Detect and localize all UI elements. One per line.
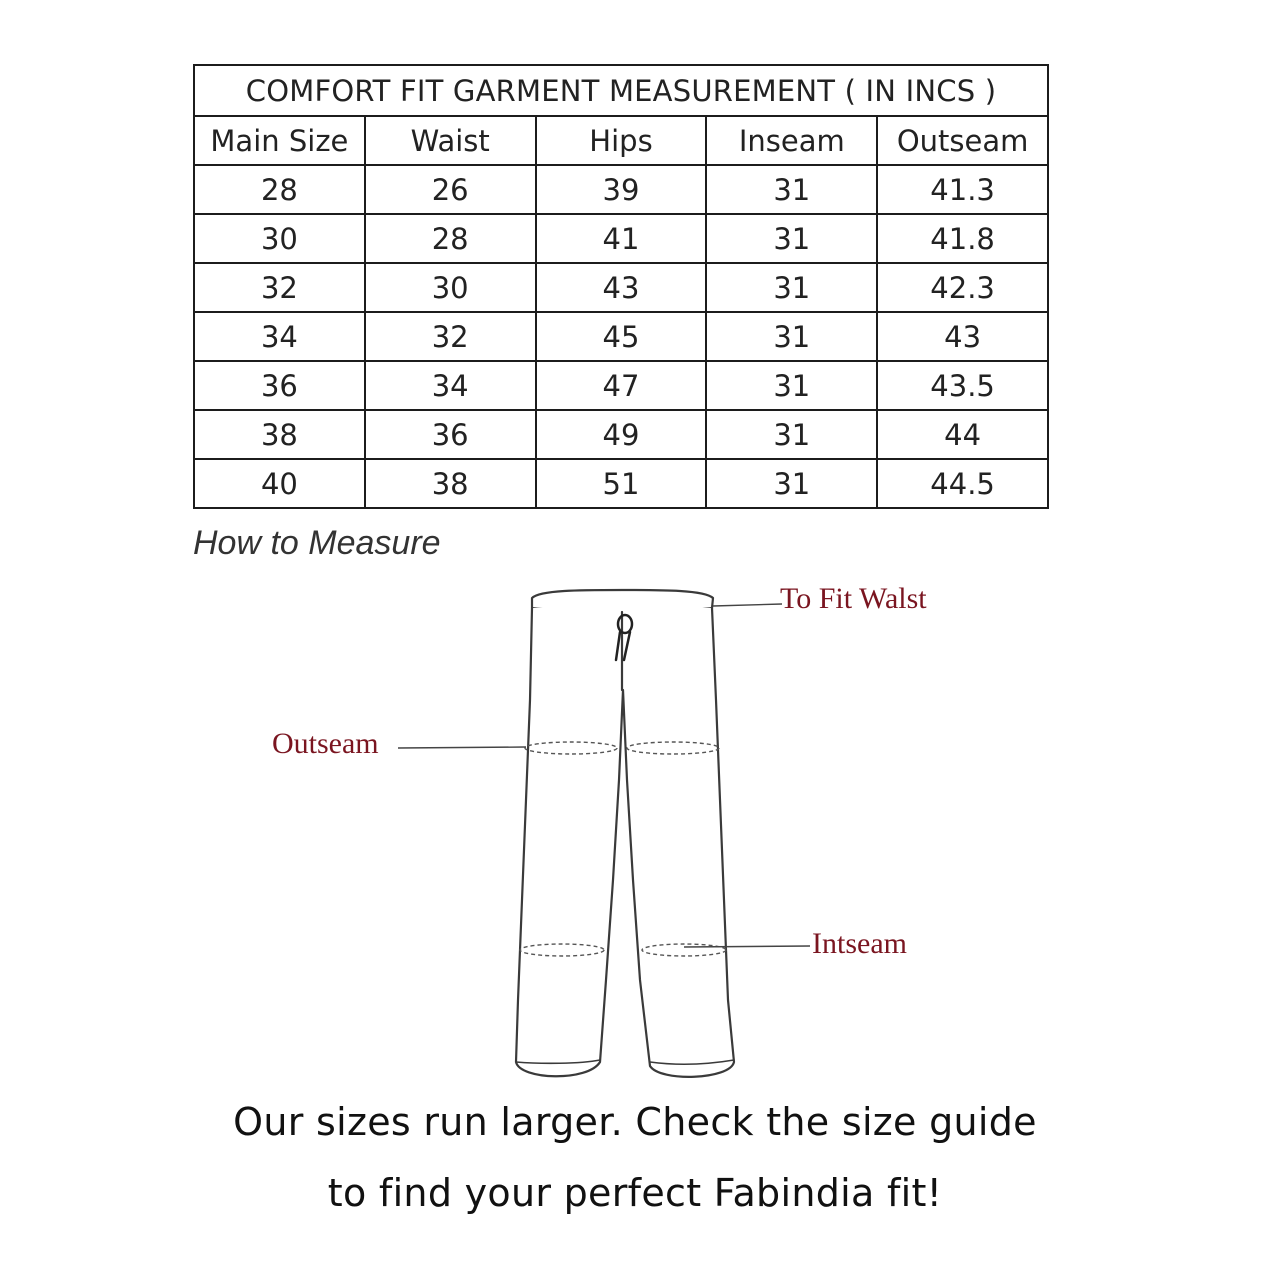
table-cell: 31 [706,165,877,214]
table-cell: 43 [877,312,1048,361]
table-cell: 34 [365,361,536,410]
table-cell: 45 [536,312,707,361]
table-cell: 38 [365,459,536,508]
waist-label: To Fit Walst [780,582,927,615]
table-cell: 36 [194,361,365,410]
table-cell: 42.3 [877,263,1048,312]
table-cell: 43.5 [877,361,1048,410]
table-cell: 26 [365,165,536,214]
column-header: Main Size [194,116,365,165]
size-note-line-1: Our sizes run larger. Check the size guide [233,1100,1037,1144]
table-cell: 49 [536,410,707,459]
table-cell: 31 [706,361,877,410]
table-cell: 44 [877,410,1048,459]
table-cell: 31 [706,214,877,263]
table-cell: 51 [536,459,707,508]
table-cell: 47 [536,361,707,410]
table-cell: 41 [536,214,707,263]
table-cell: 31 [706,459,877,508]
table-cell: 41.8 [877,214,1048,263]
table-cell: 31 [706,410,877,459]
table-cell: 34 [194,312,365,361]
table-cell: 43 [536,263,707,312]
inseam-callout-line [684,946,810,947]
waistband [532,590,713,611]
column-header: Inseam [706,116,877,165]
pants-illustration [516,590,734,1077]
table-cell: 36 [365,410,536,459]
table-cell: 30 [194,214,365,263]
size-note-line-2: to find your perfect Fabindia fit! [327,1171,943,1215]
table-title: COMFORT FIT GARMENT MEASUREMENT ( IN INCS ) [194,65,1048,116]
outseam-label: Outseam [272,727,379,760]
outseam-callout-line [398,747,526,748]
table-cell: 31 [706,263,877,312]
table-cell: 39 [536,165,707,214]
column-header: Hips [536,116,707,165]
table-cell: 30 [365,263,536,312]
waist-callout-line [713,604,782,606]
table-cell: 41.3 [877,165,1048,214]
pants-outline [516,608,734,1077]
table-cell: 44.5 [877,459,1048,508]
table-cell: 38 [194,410,365,459]
table-cell: 32 [365,312,536,361]
how-to-measure-title: How to Measure [193,524,441,562]
table-cell: 32 [194,263,365,312]
table-cell: 28 [194,165,365,214]
table-cell: 28 [365,214,536,263]
column-header: Waist [365,116,536,165]
table-cell: 31 [706,312,877,361]
table-cell: 40 [194,459,365,508]
column-header: Outseam [877,116,1048,165]
inseam-label: Intseam [812,927,907,960]
